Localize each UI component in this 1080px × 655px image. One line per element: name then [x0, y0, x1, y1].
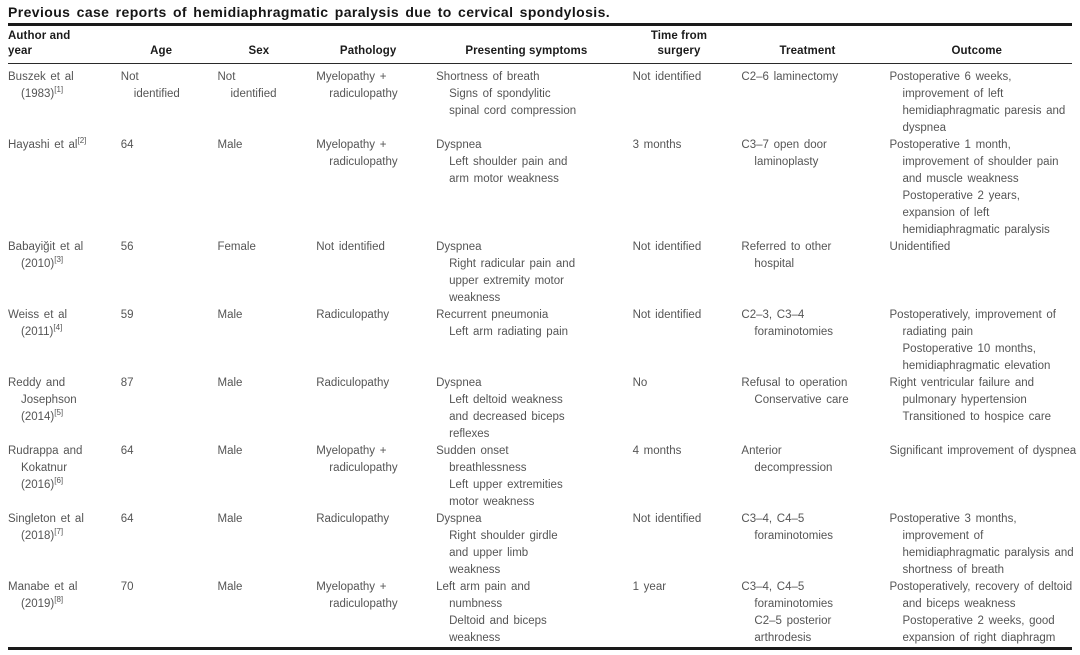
cell-line: Radiculopathy — [316, 309, 390, 321]
cell-treatment — [733, 443, 881, 511]
column-header-label: surgery — [657, 45, 701, 57]
cell-line: Myelopathy + — [316, 139, 387, 151]
cell-line: 4 months — [632, 445, 682, 457]
cell-line: foraminotomies — [754, 326, 834, 338]
cell-age — [113, 579, 210, 649]
cell-pathology — [308, 579, 428, 649]
column-header-label: Treatment — [779, 45, 836, 57]
cell-line: spinal cord compression — [449, 105, 577, 117]
table-row — [8, 137, 1072, 239]
cell-line: Buszek et al — [8, 71, 74, 83]
cell-line: Babayiğit et al — [8, 241, 84, 253]
cell-line: Conservative care — [754, 394, 849, 406]
cell-line: upper extremity motor — [449, 275, 564, 287]
cell-author — [8, 443, 113, 511]
cell-line: Myelopathy + — [316, 71, 387, 83]
cell-treatment — [733, 239, 881, 307]
cell-line: Transitioned to hospice care — [902, 411, 1052, 423]
cell-line: reflexes — [449, 428, 490, 440]
cell-outcome — [882, 511, 1072, 579]
cell-line: hemidiaphragmatic elevation — [902, 360, 1051, 372]
cell-line: 64 — [120, 445, 134, 457]
cell-line: Singleton et al — [8, 513, 84, 525]
table-header — [8, 25, 1072, 64]
cell-line: 59 — [120, 309, 134, 321]
column-header-treatment — [733, 25, 881, 64]
cell-line: Postoperative 1 month, — [889, 139, 1011, 151]
cell-line: Postoperative 10 months, — [902, 343, 1036, 355]
cell-line: Shortness of breath — [436, 71, 540, 83]
column-header-age — [113, 25, 210, 64]
column-header-label: Presenting symptoms — [465, 45, 588, 57]
cell-line: identified — [133, 88, 180, 100]
cell-line: Manabe et al — [8, 581, 78, 593]
cell-line: weakness — [449, 292, 501, 304]
cell-outcome — [882, 239, 1072, 307]
column-header-pathology — [308, 25, 428, 64]
cell-line: 70 — [120, 581, 134, 593]
table-body — [8, 64, 1077, 649]
cell-sex — [210, 579, 309, 649]
cell-line: decompression — [754, 462, 833, 474]
cell-line: C3–4, C4–5 — [741, 581, 805, 593]
cell-time — [625, 64, 734, 138]
cell-line: C3–7 open door — [741, 139, 827, 151]
cell-line: Recurrent pneumonia — [436, 309, 549, 321]
cell-line: identified — [230, 88, 277, 100]
cell-line: hemidiaphragmatic paresis and — [902, 105, 1066, 117]
column-header-time — [625, 25, 734, 64]
cell-sex — [210, 239, 309, 307]
cell-line: Not identified — [632, 241, 702, 253]
cell-outcome — [882, 579, 1072, 649]
cell-line: radiculopathy — [329, 88, 398, 100]
cell-line: Right radicular pain and — [449, 258, 576, 270]
cell-line: (2019)[8] — [21, 595, 64, 610]
cell-line: foraminotomies — [754, 530, 834, 542]
cell-line: Dyspnea — [436, 377, 482, 389]
cell-line: Left shoulder pain and — [449, 156, 568, 168]
cell-line: Not identified — [632, 513, 702, 525]
cell-line: pulmonary hypertension — [902, 394, 1027, 406]
cell-sex — [210, 64, 309, 138]
cell-outcome — [882, 64, 1072, 138]
cell-line: shortness of breath — [902, 564, 1004, 576]
cell-line: 64 — [120, 513, 134, 525]
cell-author — [8, 239, 113, 307]
cell-line: Left upper extremities — [449, 479, 563, 491]
cell-line: Male — [217, 139, 243, 151]
cell-line: hemidiaphragmatic paralysis and — [902, 547, 1074, 559]
cell-age — [113, 511, 210, 579]
cell-line: Postoperatively, improvement of — [889, 309, 1056, 321]
cell-line: Not identified — [632, 309, 702, 321]
cell-line: and biceps weakness — [902, 598, 1016, 610]
cell-time — [625, 239, 734, 307]
cell-line: hemidiaphragmatic paralysis — [902, 224, 1050, 236]
cell-line: Male — [217, 445, 243, 457]
cell-sex — [210, 511, 309, 579]
cell-line: Postoperative 6 weeks, — [889, 71, 1012, 83]
cell-age — [113, 239, 210, 307]
cell-outcome — [882, 307, 1072, 375]
cell-line: Not identified — [316, 241, 385, 253]
cell-line: laminoplasty — [754, 156, 819, 168]
cell-outcome — [882, 137, 1072, 239]
cell-line: (2018)[7] — [21, 527, 64, 542]
cell-symptoms — [428, 375, 624, 443]
cell-line: (2011)[4] — [21, 323, 63, 338]
cell-time — [625, 443, 734, 511]
cell-line: (2016)[6] — [21, 476, 64, 491]
cell-line: breathlessness — [449, 462, 527, 474]
cell-line: Josephson — [21, 394, 77, 406]
cell-line: Left arm radiating pain — [449, 326, 569, 338]
cell-line: 64 — [120, 139, 134, 151]
cell-line: 56 — [120, 241, 134, 253]
cell-line: Kokatnur — [21, 462, 68, 474]
cell-sex — [210, 375, 309, 443]
cell-line: expansion of right diaphragm — [902, 632, 1056, 644]
table-row — [8, 239, 1072, 307]
cell-line: (2010)[3] — [21, 255, 64, 270]
case-reports-table — [8, 23, 1077, 650]
cell-line: weakness — [449, 632, 501, 644]
cell-line: No — [632, 377, 648, 389]
cell-author — [8, 307, 113, 375]
cell-pathology — [308, 307, 428, 375]
cell-line: weakness — [449, 564, 501, 576]
cell-line: (1983)[1] — [21, 85, 64, 100]
table-row — [8, 443, 1072, 511]
cell-line: Referred to other — [741, 241, 832, 253]
cell-line: expansion of left — [902, 207, 990, 219]
table-row — [8, 64, 1072, 138]
cell-line: 1 year — [632, 581, 667, 593]
cell-author — [8, 64, 113, 138]
cell-line: arm motor weakness — [449, 173, 559, 185]
column-header-label: Outcome — [951, 45, 1003, 57]
cell-symptoms — [428, 511, 624, 579]
cell-age — [113, 443, 210, 511]
cell-line: Anterior — [741, 445, 782, 457]
cell-time — [625, 137, 734, 239]
cell-line: Right ventricular failure and — [889, 377, 1035, 389]
cell-line: Dyspnea — [436, 139, 482, 151]
cell-line: Left deltoid weakness — [449, 394, 563, 406]
cell-line: Male — [217, 513, 243, 525]
cell-line: C2–3, C3–4 — [741, 309, 805, 321]
cell-pathology — [308, 443, 428, 511]
cell-line: foraminotomies — [754, 598, 834, 610]
cell-outcome — [882, 443, 1077, 511]
cell-line: radiculopathy — [329, 156, 398, 168]
cell-line: 3 months — [632, 139, 682, 151]
cell-author — [8, 137, 113, 239]
cell-line: Male — [217, 581, 243, 593]
cell-line: Not — [217, 71, 236, 83]
cell-time — [625, 511, 734, 579]
cell-line: and upper limb — [449, 547, 529, 559]
cell-pathology — [308, 511, 428, 579]
cell-treatment — [733, 375, 881, 443]
cell-line: Deltoid and biceps — [449, 615, 547, 627]
cell-sex — [210, 137, 309, 239]
cell-sex — [210, 307, 309, 375]
column-header-label: year — [8, 45, 33, 57]
cell-time — [625, 579, 734, 649]
cell-line: Weiss et al — [8, 309, 68, 321]
cell-line: Myelopathy + — [316, 581, 387, 593]
cell-symptoms — [428, 443, 624, 511]
column-header-outcome — [882, 25, 1072, 64]
cell-symptoms — [428, 137, 624, 239]
column-header-sex — [210, 25, 309, 64]
cell-line: Postoperative 3 months, — [889, 513, 1017, 525]
cell-treatment — [733, 579, 881, 649]
column-header-label: Author and — [8, 30, 71, 42]
cell-pathology — [308, 239, 428, 307]
cell-line: Male — [217, 309, 243, 321]
cell-line: Dyspnea — [436, 513, 482, 525]
cell-symptoms — [428, 239, 624, 307]
cell-author — [8, 511, 113, 579]
column-header-author — [8, 25, 113, 64]
column-header-label: Time from — [650, 30, 708, 42]
cell-line: Radiculopathy — [316, 513, 390, 525]
cell-line: Signs of spondylitic — [449, 88, 551, 100]
cell-outcome — [882, 375, 1072, 443]
cell-pathology — [308, 64, 428, 138]
table-title: Previous case reports of hemidiaphragmatic paralysis due to cervical spondylosis. — [8, 4, 611, 20]
column-header-label: Sex — [248, 45, 270, 57]
cell-line: radiculopathy — [329, 598, 398, 610]
cell-line: Not identified — [632, 71, 702, 83]
cell-age — [113, 375, 210, 443]
cell-line: Right shoulder girdle — [449, 530, 558, 542]
cell-line: Reddy and — [8, 377, 66, 389]
table-row — [8, 307, 1072, 375]
cell-treatment — [733, 64, 881, 138]
cell-line: (2014)[5] — [21, 408, 64, 423]
cell-line: Significant improvement of dyspnea — [889, 445, 1077, 457]
table-row — [8, 511, 1072, 579]
cell-line: arthrodesis — [754, 632, 812, 644]
cell-line: Rudrappa and — [8, 445, 83, 457]
cell-age — [113, 137, 210, 239]
cell-line: Refusal to operation — [741, 377, 848, 389]
cell-treatment — [733, 511, 881, 579]
cell-time — [625, 307, 734, 375]
cell-sex — [210, 443, 309, 511]
cell-line: improvement of shoulder pain — [902, 156, 1059, 168]
cell-line: radiating pain — [902, 326, 974, 338]
cell-line: Unidentified — [889, 241, 951, 253]
cell-line: Postoperative 2 years, — [902, 190, 1020, 202]
cell-line: Dyspnea — [436, 241, 482, 253]
cell-line: C3–4, C4–5 — [741, 513, 805, 525]
cell-time — [625, 375, 734, 443]
cell-line: Left arm pain and — [436, 581, 531, 593]
cell-age — [113, 307, 210, 375]
cell-line: and muscle weakness — [902, 173, 1019, 185]
cell-line: Hayashi et al[2] — [8, 136, 87, 151]
cell-line: Male — [217, 377, 243, 389]
table-row — [8, 579, 1072, 649]
cell-line: Myelopathy + — [316, 445, 387, 457]
column-header-label: Age — [150, 45, 173, 57]
cell-line: Postoperatively, recovery of deltoid — [889, 581, 1073, 593]
cell-symptoms — [428, 64, 624, 138]
cell-line: numbness — [449, 598, 503, 610]
cell-treatment — [733, 137, 881, 239]
cell-line: Radiculopathy — [316, 377, 390, 389]
cell-age — [113, 64, 210, 138]
cell-line: Female — [217, 241, 256, 253]
cell-symptoms — [428, 307, 624, 375]
cell-author — [8, 579, 113, 649]
cell-line: hospital — [754, 258, 795, 270]
cell-line: Postoperative 2 weeks, good — [902, 615, 1055, 627]
cell-line: 87 — [120, 377, 134, 389]
cell-treatment — [733, 307, 881, 375]
table-row — [8, 375, 1072, 443]
cell-line: improvement of — [902, 530, 984, 542]
cell-pathology — [308, 137, 428, 239]
cell-symptoms — [428, 579, 624, 649]
cell-author — [8, 375, 113, 443]
cell-line: motor weakness — [449, 496, 535, 508]
table-header-row — [8, 25, 1072, 64]
cell-line: Sudden onset — [436, 445, 509, 457]
cell-line: C2–6 laminectomy — [741, 71, 839, 83]
cell-pathology — [308, 375, 428, 443]
cell-line: Not — [120, 71, 139, 83]
cell-line: and decreased biceps — [449, 411, 565, 423]
cell-line: C2–5 posterior — [754, 615, 832, 627]
column-header-symptoms — [428, 25, 624, 64]
column-header-label: Pathology — [339, 45, 397, 57]
cell-line: dyspnea — [902, 122, 946, 134]
cell-line: improvement of left — [902, 88, 1004, 100]
cell-line: radiculopathy — [329, 462, 398, 474]
